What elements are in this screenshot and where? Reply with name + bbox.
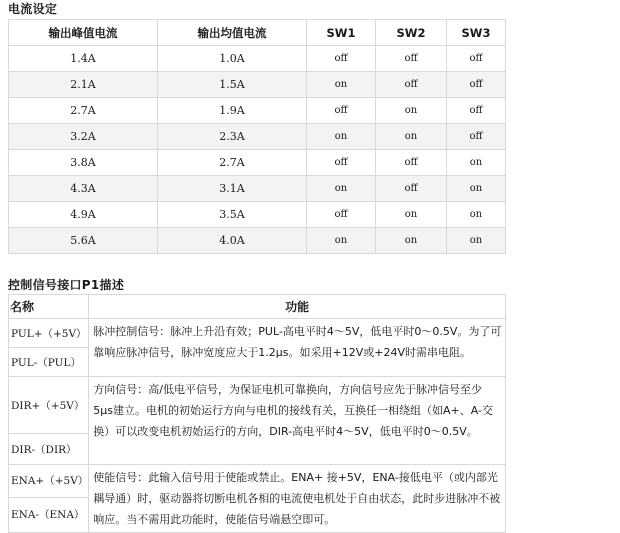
switch-cell: on (376, 124, 447, 150)
table-row (9, 150, 506, 176)
table-header-row (9, 20, 506, 46)
signal-name-cell: DIR-（DIR） (9, 434, 89, 465)
switch-cell: off (307, 98, 376, 124)
switch-cell: on (307, 176, 376, 202)
switch-cell: on (447, 150, 506, 176)
current-cell: 2.1A (9, 72, 158, 98)
current-settings-table (8, 19, 506, 254)
signal-interface-heading: 控制信号接口P1描述 (8, 278, 125, 292)
current-cell: 5.6A (9, 228, 158, 254)
table-header-row (9, 295, 506, 319)
header-sw1: SW1 (307, 20, 376, 46)
table-row (9, 176, 506, 202)
switch-cell: off (376, 46, 447, 72)
signal-table-body (9, 319, 506, 533)
table-row (9, 98, 506, 124)
switch-cell: off (307, 202, 376, 228)
switch-cell: off (376, 150, 447, 176)
header-sw2: SW2 (376, 20, 447, 46)
table-row (9, 202, 506, 228)
table-row (9, 465, 506, 498)
current-cell: 3.5A (158, 202, 307, 228)
switch-cell: off (447, 124, 506, 150)
header-name: 名称 (9, 295, 89, 319)
signal-description-cell: 使能信号：此输入信号用于使能或禁止。ENA+ 接+5V，ENA-接低电平（或内部光耦导通）时，驱动器将切断电机各相的电流使电机处于自由状态，此时步进脉冲不被响应。当不需用此功能时，使能信号端悬空即可。 (89, 465, 506, 533)
table-row (9, 124, 506, 150)
current-cell: 2.7A (158, 150, 307, 176)
signal-name-cell: PUL+（+5V） (9, 319, 89, 348)
header-peak-current: 输出峰值电流 (9, 20, 158, 46)
switch-cell: on (447, 202, 506, 228)
current-cell: 1.0A (158, 46, 307, 72)
switch-cell: off (307, 46, 376, 72)
switch-cell: on (307, 72, 376, 98)
switch-cell: off (447, 46, 506, 72)
table-row (9, 228, 506, 254)
switch-cell: off (376, 72, 447, 98)
switch-cell: off (447, 98, 506, 124)
current-cell: 3.1A (158, 176, 307, 202)
table-row (9, 46, 506, 72)
switch-cell: off (447, 72, 506, 98)
current-table-body (9, 46, 506, 254)
current-cell: 3.2A (9, 124, 158, 150)
header-sw3: SW3 (447, 20, 506, 46)
signal-name-cell: DIR+（+5V） (9, 377, 89, 434)
current-cell: 2.3A (158, 124, 307, 150)
switch-cell: on (307, 124, 376, 150)
switch-cell: on (447, 228, 506, 254)
current-cell: 4.9A (9, 202, 158, 228)
current-cell: 4.0A (158, 228, 307, 254)
current-settings-heading: 电流设定 (8, 2, 58, 16)
switch-cell: on (376, 98, 447, 124)
signal-description-cell: 方向信号：高/低电平信号，为保证电机可靠换向，方向信号应先于脉冲信号至少 5μs建立。电机的初始运行方向与电机的接线有关，互换任一相绕组（如A+、A-交换）可以改变电机初始运行的方向，DIR-高电平时4～5V，低电平时0～0.5V。 (89, 377, 506, 465)
current-cell: 2.7A (9, 98, 158, 124)
switch-cell: on (376, 228, 447, 254)
table-row (9, 377, 506, 434)
current-cell: 4.3A (9, 176, 158, 202)
switch-cell: off (307, 150, 376, 176)
current-cell: 3.8A (9, 150, 158, 176)
switch-cell: off (376, 176, 447, 202)
signal-name-cell: ENA+（+5V） (9, 465, 89, 498)
table-row (9, 72, 506, 98)
header-average-current: 输出均值电流 (158, 20, 307, 46)
table-row (9, 319, 506, 348)
header-function: 功能 (89, 295, 506, 319)
switch-cell: on (307, 228, 376, 254)
signal-description-cell: 脉冲控制信号：脉冲上升沿有效；PUL-高电平时4～5V，低电平时0～0.5V。为了可靠响应脉冲信号，脉冲宽度应大于1.2μs。如采用+12V或+24V时需串电阻。 (89, 319, 506, 377)
signal-name-cell: PUL-（PUL） (9, 348, 89, 377)
switch-cell: on (447, 176, 506, 202)
current-cell: 1.5A (158, 72, 307, 98)
signal-interface-table (8, 294, 506, 533)
signal-name-cell: ENA-（ENA） (9, 497, 89, 532)
current-cell: 1.4A (9, 46, 158, 72)
current-cell: 1.9A (158, 98, 307, 124)
switch-cell: on (376, 202, 447, 228)
